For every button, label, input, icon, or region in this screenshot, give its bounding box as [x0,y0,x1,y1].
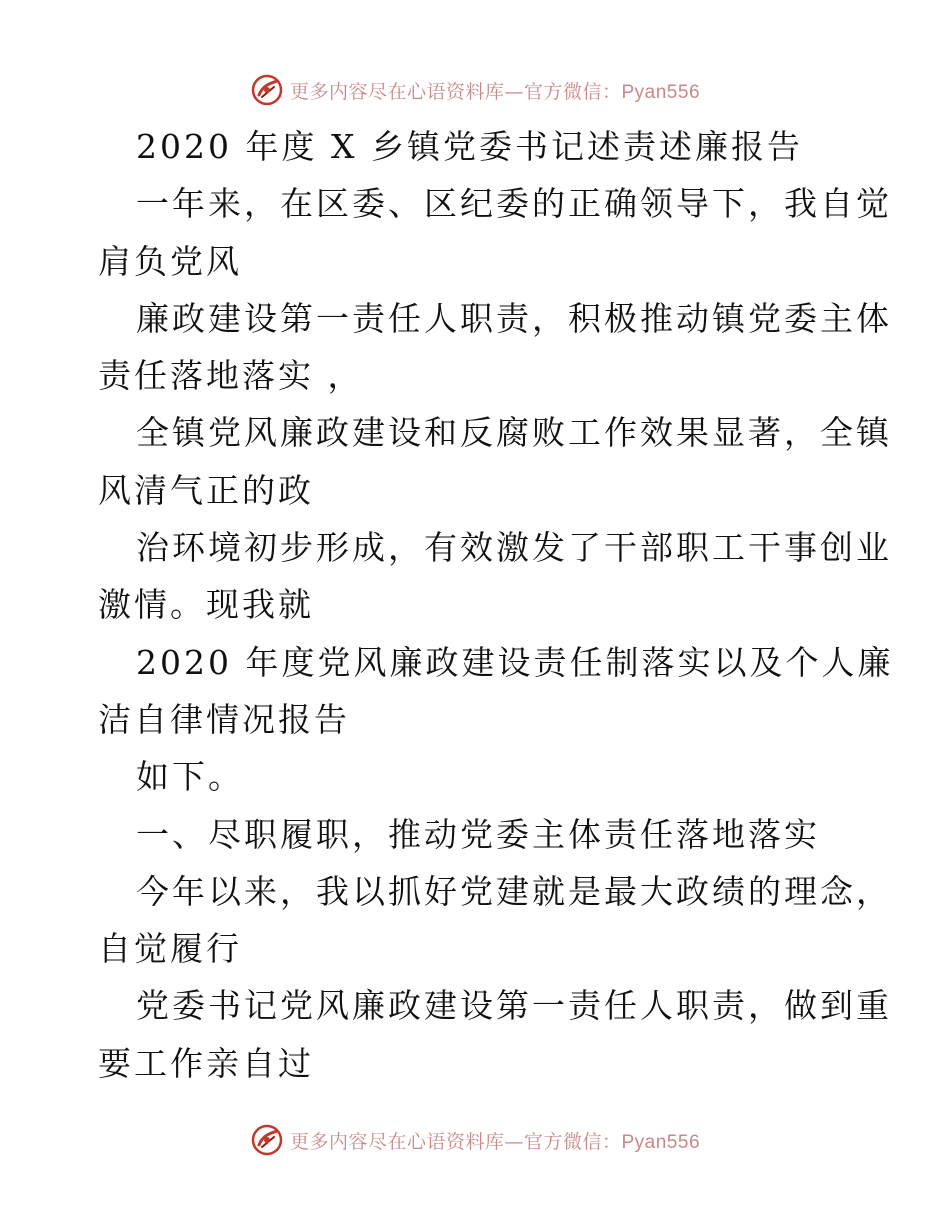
paragraph-line: 廉政建设第一责任人职责，积极推动镇党委主体 [136,298,892,338]
paragraph-line: 治环境初步形成，有效激发了干部职工干事创业 [136,528,892,568]
seal-logo-icon [250,1123,284,1157]
paragraph-line: 责任落地落实 ， [98,356,364,396]
paragraph-line: 一年来，在区委、区纪委的正确领导下，我自觉 [136,184,892,224]
header-banner-text [290,77,700,104]
footer-banner [0,1120,950,1160]
footer-banner-label: 更多内容尽在心语资料库—官方微信： [289,1130,622,1153]
header-banner-account: Pyan556 [621,81,701,103]
paragraph-line: 自觉履行 [98,929,242,969]
header-banner-label: 更多内容尽在心语资料库—官方微信： [289,80,622,103]
seal-logo-icon [250,73,284,107]
document-body [98,118,894,1092]
section-heading: 一、尽职履职，推动党委主体责任落地落实 [136,814,820,854]
paragraph-line: 全镇党风廉政建设和反腐败工作效果显著，全镇 [136,413,892,453]
paragraph-line: 风清气正的政 [98,470,314,510]
header-banner [0,70,950,110]
paragraph-line: 激情。现我就 [98,585,314,625]
paragraph-line: 如下。 [136,757,244,797]
paragraph-line: 要工作亲自过 [98,1043,314,1083]
document-title: 2020 年度 X 乡镇党委书记述责述廉报告 [136,127,803,166]
paragraph-line: 肩负党风 [98,241,242,281]
paragraph-line: 洁自律情况报告 [98,699,350,739]
footer-banner-text [290,1127,700,1154]
paragraph-line: 党委书记党风廉政建设第一责任人职责，做到重 [136,986,892,1026]
paragraph-line: 2020 年度党风廉政建设责任制落实以及个人廉 [136,642,894,682]
paragraph-line: 今年以来，我以抓好党建就是最大政绩的理念， [136,871,892,911]
footer-banner-account: Pyan556 [621,1131,701,1153]
